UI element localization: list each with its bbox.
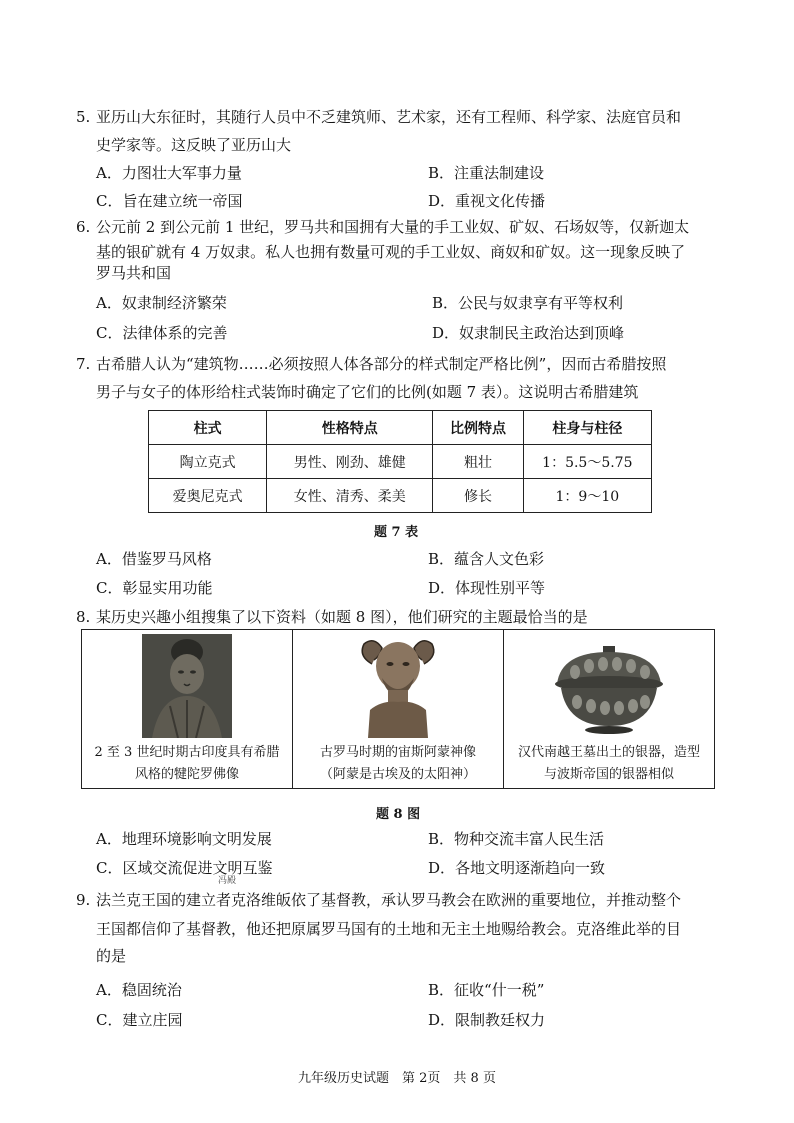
question-7-table <box>148 410 652 513</box>
question-6-option-c[interactable]: C．法律体系的完善 <box>96 324 228 342</box>
figure-panel-zeus-ammon <box>293 630 504 788</box>
question-9-stem-line2: 王国都信仰了基督教，他还把原属罗马国有的土地和无主土地赐给教会。克洛维此举的目 <box>96 920 682 938</box>
page-footer: 九年级历史试题 第 2页 共 8 页 <box>298 1071 496 1086</box>
question-7-option-c[interactable]: C．彰显实用功能 <box>96 579 213 597</box>
table-header-cell: 柱身与柱径 <box>523 411 651 445</box>
question-6-number: 6. <box>76 218 91 236</box>
question-5-option-b[interactable]: B．注重法制建设 <box>428 164 545 182</box>
question-7-stem-line2: 男子与女子的体形给柱式装饰时确定了它们的比例(如题 7 表）。这说明古希腊建筑 <box>96 383 639 401</box>
table-cell: 1：9～10 <box>523 479 651 513</box>
table-cell: 女性、清秀、柔美 <box>267 479 433 513</box>
question-5-option-a[interactable]: A．力图壮大军事力量 <box>96 164 242 182</box>
question-9-number: 9. <box>76 891 91 909</box>
table-cell: 陶立克式 <box>149 445 267 479</box>
question-9-option-d[interactable]: D．限制教廷权力 <box>428 1011 546 1029</box>
question-8-option-a[interactable]: A．地理环境影响文明发展 <box>96 830 272 848</box>
figure-panel-caption-line1: 2 至 3 世纪时期古印度具有希腊 <box>94 745 280 760</box>
question-7-option-b[interactable]: B．蕴含人文色彩 <box>428 550 545 568</box>
figure-panel-caption-line2: （阿蒙是古埃及的太阳神） <box>319 767 476 782</box>
table-header-cell: 比例特点 <box>433 411 523 445</box>
question-9-option-a[interactable]: A．稳固统治 <box>96 981 182 999</box>
figure-panel-buddha <box>82 630 293 788</box>
question-7-stem-line1: 古希腊人认为“建筑物……必须按照人体各部分的样式制定严格比例”，因而古希腊按照 <box>96 355 667 373</box>
question-8-number: 8. <box>76 608 91 626</box>
table-cell: 爱奥尼克式 <box>149 479 267 513</box>
question-6-stem-line1: 公元前 2 到公元前 1 世纪，罗马共和国拥有大量的手工业奴、矿奴、石场奴等，仅新迦太 <box>96 218 690 236</box>
figure-panel-caption-line2: 风格的犍陀罗佛像 <box>134 767 239 782</box>
question-8-option-c[interactable]: C．区域交流促进文明互鉴 <box>96 859 273 877</box>
question-9-option-b[interactable]: B．征收“什一税” <box>428 981 545 999</box>
table-row <box>149 445 652 479</box>
question-5-stem-line2: 史学家等。这反映了亚历山大 <box>96 136 292 154</box>
question-8-option-b[interactable]: B．物种交流丰富人民生活 <box>428 830 605 848</box>
gandhara-buddha-image <box>142 634 232 738</box>
zeus-ammon-bust-image <box>352 634 444 738</box>
table-header-cell: 性格特点 <box>267 411 433 445</box>
table-cell: 1：5.5～5.75 <box>523 445 651 479</box>
figure-panel-caption-line1: 古罗马时期的宙斯阿蒙神像 <box>319 745 476 760</box>
silver-box-image <box>539 634 679 738</box>
question-8-option-d[interactable]: D．各地文明逐渐趋向一致 <box>428 859 606 877</box>
figure-panel-caption-line1: 汉代南越王墓出土的银器，造型 <box>517 745 700 760</box>
stray-mark: 冯殿 <box>218 876 237 886</box>
question-9-stem-line3: 的是 <box>96 947 127 965</box>
question-7-option-d[interactable]: D．体现性别平等 <box>428 579 546 597</box>
question-5-option-c[interactable]: C．旨在建立统一帝国 <box>96 192 243 210</box>
table-cell: 粗壮 <box>433 445 523 479</box>
table-row <box>149 479 652 513</box>
question-8-figure <box>81 629 715 789</box>
question-8-stem-line1: 某历史兴趣小组搜集了以下资料（如题 8 图），他们研究的主题最恰当的是 <box>96 608 588 626</box>
question-6-option-d[interactable]: D．奴隶制民主政治达到顶峰 <box>432 324 625 342</box>
question-8-figure-caption: 题 8 图 <box>376 807 421 822</box>
question-7-table-caption: 题 7 表 <box>374 525 419 540</box>
question-7-number: 7. <box>76 355 91 373</box>
figure-panel-caption-line2: 与波斯帝国的银器相似 <box>543 767 674 782</box>
table-header-row <box>149 411 652 445</box>
table-cell: 修长 <box>433 479 523 513</box>
question-5-stem-line1: 亚历山大东征时，其随行人员中不乏建筑师、艺术家，还有工程师、科学家、法庭官员和 <box>96 108 682 126</box>
question-6-stem-line3: 罗马共和国 <box>96 264 172 282</box>
table-header-cell: 柱式 <box>149 411 267 445</box>
question-6-option-a[interactable]: A．奴隶制经济繁荣 <box>96 294 227 312</box>
question-7-option-a[interactable]: A．借鉴罗马风格 <box>96 550 212 568</box>
question-6-option-b[interactable]: B．公民与奴隶享有平等权利 <box>432 294 624 312</box>
question-5-number: 5. <box>76 108 91 126</box>
question-6-stem-line2: 基的银矿就有 4 万奴隶。私人也拥有数量可观的手工业奴、商奴和矿奴。这一现象反映了 <box>96 243 686 261</box>
question-5-option-d[interactable]: D．重视文化传播 <box>428 192 546 210</box>
question-9-option-c[interactable]: C．建立庄园 <box>96 1011 183 1029</box>
table-cell: 男性、刚劲、雄健 <box>267 445 433 479</box>
figure-panel-silver-box <box>504 630 714 788</box>
question-9-stem-line1: 法兰克王国的建立者克洛维皈依了基督教，承认罗马教会在欧洲的重要地位，并推动整个 <box>96 891 682 909</box>
